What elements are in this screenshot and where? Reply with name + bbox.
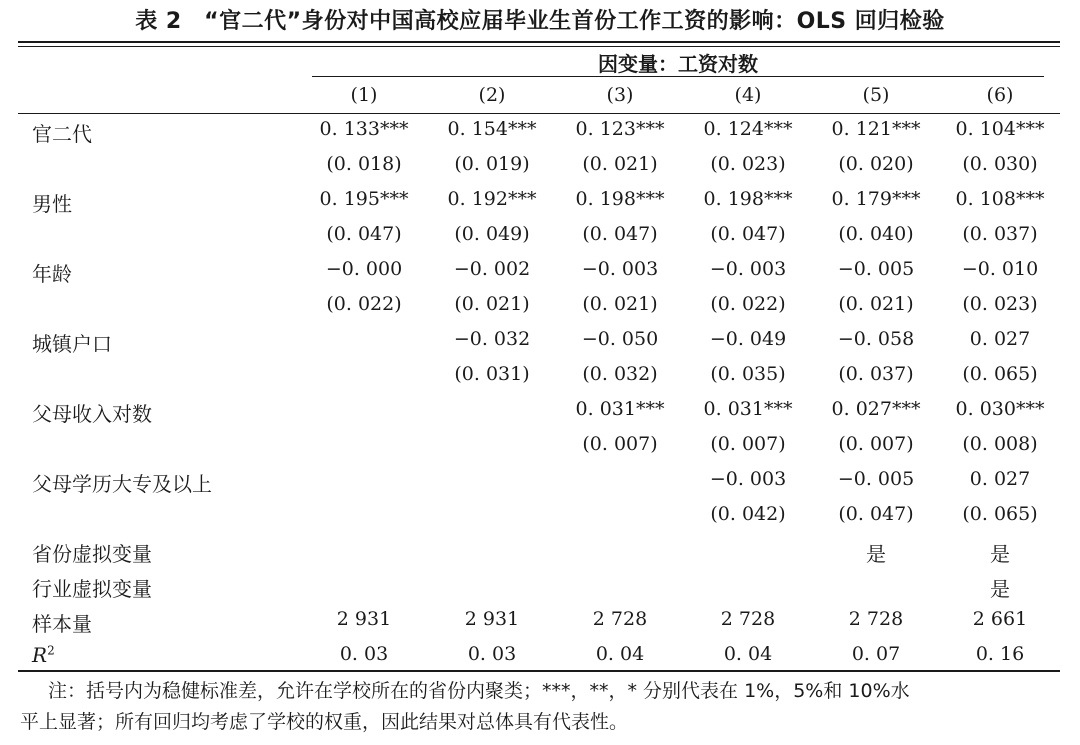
row-label: 年龄 xyxy=(32,262,72,286)
coefficient-cell: 0. 154*** xyxy=(447,118,537,140)
top-rule-thin xyxy=(18,46,1060,47)
column-header: (4) xyxy=(734,84,762,106)
standard-error-cell: (0. 049) xyxy=(454,223,530,245)
coefficient-cell: 2 931 xyxy=(336,608,392,630)
column-header: (6) xyxy=(986,84,1014,106)
coefficient-cell: 0. 027 xyxy=(969,468,1031,490)
coefficient-cell: 0. 195*** xyxy=(319,188,409,210)
note-line-2: 平上显著；所有回归均考虑了学校的权重，因此结果对总体具有代表性。 xyxy=(20,711,629,733)
coefficient-cell: 0. 121*** xyxy=(831,118,921,140)
coefficient-cell: −0. 049 xyxy=(709,328,787,350)
standard-error-cell: (0. 020) xyxy=(838,153,914,175)
standard-error-cell: (0. 047) xyxy=(710,223,786,245)
row-label: 省份虚拟变量 xyxy=(32,542,152,566)
standard-error-cell: (0. 042) xyxy=(710,503,786,525)
coefficient-cell: −0. 050 xyxy=(581,328,659,350)
dependent-variable-header: 因变量：工资对数 xyxy=(598,52,758,76)
coefficient-cell: 2 931 xyxy=(464,608,520,630)
standard-error-cell: (0. 037) xyxy=(838,363,914,385)
coefficient-cell: 0. 104*** xyxy=(955,118,1045,140)
r-squared-cell: 0. 03 xyxy=(339,643,389,665)
coefficient-cell: 是 xyxy=(990,577,1010,601)
coefficient-cell: −0. 005 xyxy=(837,258,915,280)
row-label: 行业虚拟变量 xyxy=(32,577,152,601)
coefficient-cell: −0. 058 xyxy=(837,328,915,350)
coefficient-cell: 是 xyxy=(866,542,886,566)
coefficient-cell: −0. 005 xyxy=(837,468,915,490)
coefficient-cell: 0. 198*** xyxy=(575,188,665,210)
bottom-rule xyxy=(18,670,1060,672)
standard-error-cell: (0. 007) xyxy=(710,433,786,455)
standard-error-cell: (0. 030) xyxy=(962,153,1038,175)
coefficient-cell: 2 728 xyxy=(720,608,776,630)
standard-error-cell: (0. 031) xyxy=(454,363,530,385)
row-label: 官二代 xyxy=(32,122,92,146)
note-line-1: 注：括号内为稳健标准差，允许在学校所在的省份内聚类；***，**，* 分别代表在 1%，5%和 10%水 xyxy=(48,680,910,702)
top-rule-thick xyxy=(18,41,1060,43)
r-squared-cell: 0. 03 xyxy=(467,643,517,665)
coefficient-cell: 0. 031*** xyxy=(703,398,793,420)
standard-error-cell: (0. 007) xyxy=(838,433,914,455)
coefficient-cell: 0. 198*** xyxy=(703,188,793,210)
column-header: (3) xyxy=(606,84,634,106)
row-label: 男性 xyxy=(32,192,72,216)
column-header: (2) xyxy=(478,84,506,106)
standard-error-cell: (0. 047) xyxy=(582,223,658,245)
standard-error-cell: (0. 047) xyxy=(838,503,914,525)
dependent-variable-rule xyxy=(312,76,1044,77)
coefficient-cell: 2 661 xyxy=(972,608,1028,630)
row-label: 城镇户口 xyxy=(32,332,112,356)
standard-error-cell: (0. 023) xyxy=(710,153,786,175)
coefficient-cell: −0. 003 xyxy=(709,468,787,490)
coefficient-cell: −0. 000 xyxy=(325,258,403,280)
coefficient-cell: 0. 030*** xyxy=(955,398,1045,420)
standard-error-cell: (0. 019) xyxy=(454,153,530,175)
coefficient-cell: −0. 003 xyxy=(581,258,659,280)
row-label: 父母收入对数 xyxy=(32,402,152,426)
standard-error-cell: (0. 023) xyxy=(962,293,1038,315)
coefficient-cell: 0. 179*** xyxy=(831,188,921,210)
standard-error-cell: (0. 007) xyxy=(582,433,658,455)
coefficient-cell: 0. 027*** xyxy=(831,398,921,420)
column-header: (5) xyxy=(862,84,890,106)
standard-error-cell: (0. 032) xyxy=(582,363,658,385)
standard-error-cell: (0. 065) xyxy=(962,503,1038,525)
r-squared-cell: 0. 07 xyxy=(851,643,901,665)
column-header: (1) xyxy=(350,84,378,106)
standard-error-cell: (0. 021) xyxy=(454,293,530,315)
r-squared-cell: 0. 04 xyxy=(595,643,645,665)
standard-error-cell: (0. 065) xyxy=(962,363,1038,385)
standard-error-cell: (0. 037) xyxy=(962,223,1038,245)
r-squared-cell: 0. 04 xyxy=(723,643,773,665)
r-squared-label: $R^2$ xyxy=(32,643,55,667)
row-label: 父母学历大专及以上 xyxy=(32,472,212,496)
coefficient-cell: 0. 027 xyxy=(969,328,1031,350)
standard-error-cell: (0. 021) xyxy=(582,293,658,315)
coefficient-cell: −0. 010 xyxy=(961,258,1039,280)
header-rule xyxy=(18,113,1060,114)
coefficient-cell: 是 xyxy=(990,542,1010,566)
coefficient-cell: 0. 133*** xyxy=(319,118,409,140)
coefficient-cell: 0. 108*** xyxy=(955,188,1045,210)
standard-error-cell: (0. 008) xyxy=(962,433,1038,455)
coefficient-cell: −0. 003 xyxy=(709,258,787,280)
coefficient-cell: 2 728 xyxy=(848,608,904,630)
standard-error-cell: (0. 021) xyxy=(582,153,658,175)
coefficient-cell: 2 728 xyxy=(592,608,648,630)
coefficient-cell: −0. 032 xyxy=(453,328,531,350)
standard-error-cell: (0. 035) xyxy=(710,363,786,385)
coefficient-cell: 0. 031*** xyxy=(575,398,665,420)
r-squared-cell: 0. 16 xyxy=(975,643,1025,665)
table-title: 表 2 “官二代”身份对中国高校应届毕业生首份工作工资的影响：OLS 回归检验 xyxy=(135,9,945,34)
standard-error-cell: (0. 018) xyxy=(326,153,402,175)
row-label: 样本量 xyxy=(32,612,92,636)
coefficient-cell: 0. 123*** xyxy=(575,118,665,140)
standard-error-cell: (0. 022) xyxy=(326,293,402,315)
standard-error-cell: (0. 040) xyxy=(838,223,914,245)
standard-error-cell: (0. 047) xyxy=(326,223,402,245)
coefficient-cell: −0. 002 xyxy=(453,258,531,280)
table-note xyxy=(20,676,1064,738)
coefficient-cell: 0. 124*** xyxy=(703,118,793,140)
standard-error-cell: (0. 022) xyxy=(710,293,786,315)
standard-error-cell: (0. 021) xyxy=(838,293,914,315)
coefficient-cell: 0. 192*** xyxy=(447,188,537,210)
